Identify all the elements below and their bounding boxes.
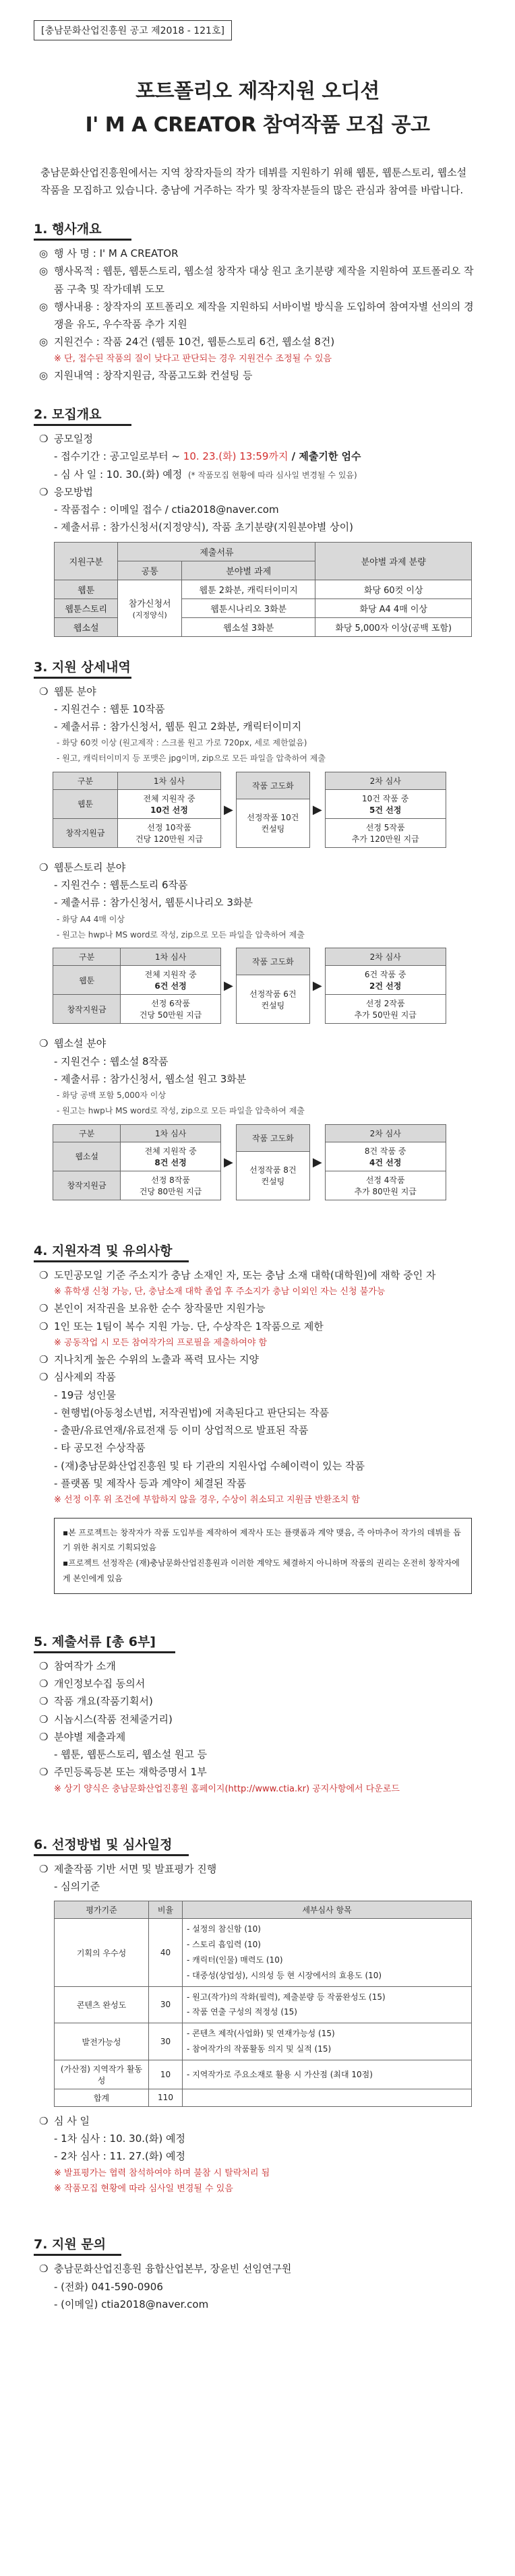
section-2-body (34, 430, 481, 536)
s3-story-flow: 구분 1차 심사 웹툰 전체 지원작 중 6건 선정 창작지원금 선정 6작품 건당 50만원 지급 ▶ 작품 고도화 선정작품 6건 컨설팅 ▶ 2차 심사 6건 작품 중 2건 선정 선정 2작품 추가 50만원 지급 (53, 948, 481, 1024)
s2-common-cell: 참가신청서 (지정양식) (118, 580, 181, 636)
s2-th-common: 공통 (118, 561, 181, 580)
table-row: 합계 110 (55, 2089, 472, 2106)
s2-docs-table (54, 542, 472, 637)
section-6-underline (34, 1854, 189, 1856)
s2-th-amount: 분야별 과제 분량 (315, 542, 472, 580)
section-5-body: ❍ 참여작가 소개 ❍ 개인정보수집 동의서 ❍ 작품 개요(작품기획서) ❍ 시놉시스(작품 전체줄거리) ❍ 분야별 제출과제 - 웹툰, 웹툰스토리, 웹소설 원고 등 ❍ 주민등록등본 또는 재학증명서 1부 ※ 상기 양식은 충남문화산업진흥원 홈페이지(http://www.ctia.kr) 공지사항에서 다운로드 (39, 1659, 400, 1794)
s3-webtoon-flow: 구분 1차 심사 웹툰 전체 지원작 중 10건 선정 창작지원금 선정 10작품 건당 120만원 지급 ▶ 작품 고도화 선정작품 10건 컨설팅 ▶ 2차 심사 10건 작품 중 5건 선정 선정 5작품 추가 120만원 지급 (53, 772, 481, 848)
section-5-underline (34, 1651, 175, 1653)
section-4-title: 4. 지원자격 및 유의사항 (34, 1243, 173, 1258)
s3-novel: ❍ 웹소설 분야 - 지원건수 : 웹소설 8작품 - 제출서류 : 참가신청서, 웹소설 원고 3화분 - 화당 공백 포함 5,000자 이상 - 원고는 hwp나 MS word로 작성, zip으로 모든 파일을 압축하여 제출 (34, 1035, 481, 1118)
s2-th-docs: 제출서류 (118, 542, 315, 561)
s3-webtoon-head: 웹툰 분야 (54, 685, 96, 698)
section-2-underline (34, 424, 131, 426)
s1-target: ◎ 지원건수 : 작품 24건 (웹툰 10건, 웹툰스토리 6건, 웹소설 8건) (39, 336, 335, 348)
s2-th-field: 분야별 과제 (181, 561, 315, 580)
section-1-underline (34, 239, 131, 241)
section-6-title: 6. 선정방법 및 심사일정 (34, 1837, 173, 1852)
s3-webtoon: ❍ 웹툰 분야 - 지원건수 : 웹툰 10작품 - 제출서류 : 참가신청서, 웹툰 원고 2화분, 캐릭터이미지 - 화당 60컷 이상 (원고제작 : 스크롤 원고 가로 720px, 세로 제한없음) - 원고, 캐릭터이미지 등 포맷은 jpg이며, zip으로 모든 파일을 압축하여 제출 (34, 683, 481, 766)
table-row: 웹툰스토리 웹툰시나리오 3화분 화당 A4 4매 이상 (55, 599, 472, 617)
s3-novel-flow: 구분 1차 심사 웹소설 전체 지원작 중 8건 선정 창작지원금 선정 8작품 건당 80만원 지급 ▶ 작품 고도화 선정작품 8건 컨설팅 ▶ 2차 심사 8건 작품 중 4건 선정 선정 4작품 추가 80만원 지급 (53, 1124, 481, 1200)
s3-story-head: 웹툰스토리 분야 (54, 861, 126, 873)
table-row: 기획의 우수성 40 - 설정의 참신함 (10) - 스토리 흡입력 (10) - 캐릭터(인물) 매력도 (10) - 대중성(상업성), 시의성 등 현 시장에서의 효용도 (10) (55, 1919, 472, 1986)
section-6-schedule: ❍ 심 사 일 - 1차 심사 : 10. 30.(화) 예정 - 2차 심사 : 11. 27.(화) 예정 ※ 발표평가는 협력 참석하여야 하며 불참 시 탈락처리 됨 ※ 작품모집 현황에 따라 심사일 변경될 수 있음 (39, 2114, 270, 2194)
table-row: 발전가능성 30 - 콘텐츠 제작(사업화) 및 연재가능성 (15) - 참여작가의 작품활동 의지 및 실적 (15) (55, 2023, 472, 2060)
arrow-right-icon: ▶ (312, 802, 322, 817)
doc-title: 포트폴리오 제작지원 오디션 (135, 80, 380, 103)
section-3-underline (34, 677, 131, 679)
arrow-right-icon: ▶ (224, 1155, 233, 1169)
s2-period-line2: - 심 사 일 : 10. 30.(화) 예정 (* 작품모집 현황에 따라 심사일 변경될 수 있음) (54, 468, 357, 481)
section-3-title: 3. 지원 상세내역 (34, 659, 131, 675)
section-2-title: 2. 모집개요 (34, 407, 102, 423)
section-7-title: 7. 지원 문의 (34, 2237, 107, 2252)
s3-novel-head: 웹소설 분야 (54, 1037, 107, 1050)
section-5-title: 5. 제출서류 [총 6부] (34, 1634, 156, 1649)
table-row: 웹툰 참가신청서 (지정양식) 웹툰 2화분, 캐릭터이미지 화당 60컷 이상 (55, 580, 472, 599)
s6-criteria-table: 평가기준 비율 세부심사 항목 기획의 우수성 40 - 설정의 참신함 (10) - 스토리 흡입력 (10) - 캐릭터(인물) 매력도 (10) - 대중성(상업성), 시의성 등 현 시장에서의 효용도 (10) 콘텐츠 완성도 30 - 원고(작가)의 작화(필력), 제출분량 등 작품완성도 (15) - 작품 연출 구성의 적정성 (15) 발전가능성 30 - 콘텐츠 제작(사업화) 및 연재가능성 (15) - 참여작가의 작품활동 의지 및 실적 (15) (가산점) 지역작가 활동성 10 - 지역작가로 주요소재로 활용 시 가산점 (최대 10점) 합계 110 (54, 1901, 472, 2106)
section-6-body: ❍ 제출작품 기반 서면 및 발표평가 진행 - 심의기준 (39, 1862, 217, 1893)
section-4-body: ❍ 도민공모일 기준 주소지가 충남 소재인 자, 또는 충남 소재 대학(대학원)에 재학 중인 자 ※ 휴학생 신청 가능, 단, 충남소재 대학 졸업 후 주소지가 충남 이외인 자는 신청 불가능 ❍ 본인이 저작권을 보유한 순수 창작물만 지원가능 ❍ 1인 또는 1팀이 복수 지원 가능. 단, 수상작은 1작품으로 제한 ※ 공동작업 시 모든 참여작가의 프로필을 제출하여야 함 ❍ 지나치게 높은 수위의 노출과 폭력 묘사는 지양 ❍ 심사제외 작품 - 19금 성인물 - 현행법(아동청소년법, 저작권법)에 저촉된다고 판단되는 작품 - 출판/유료연재/유료전재 등 이미 상업적으로 발표된 작품 - 타 공모전 수상작품 - (재)충남문화산업진흥원 및 타 기관의 지원사업 수혜이력이 있는 작품 - 플랫폼 및 제작사 등과 계약이 체결된 작품 ※ 선정 이후 위 조건에 부합하지 않을 경우, 수상이 취소되고 지원금 반환조치 함 (39, 1268, 436, 1506)
section-1-title: 1. 행사개요 (34, 222, 102, 237)
intro-paragraph: 충남문화산업진흥원에서는 지역 창작자들의 작가 데뷔를 지원하기 위해 웹툰, 웹툰스토리, 웹소설 작품을 모집하고 있습니다. 충남에 거주하는 작가 및 창작자분들의 많은 관심과 참여를 바랍니다. (40, 166, 467, 196)
s2-apply-head: ❍ 응모방법 (39, 485, 93, 498)
arrow-right-icon: ▶ (312, 979, 322, 993)
s1-name: ◎ 행 사 명 : I' M A CREATOR (39, 247, 179, 259)
s1-purpose: ◎ 행사목적 : 웹툰, 웹툰스토리, 웹소설 창작자 대상 원고 초기분량 제작을 지원하여 포트폴리오 작품 구축 및 작가데뷔 도모 (39, 265, 474, 295)
table-row: (가산점) 지역작가 활동성 10 - 지역작가로 주요소재로 활용 시 가산점 (최대 10점) (55, 2060, 472, 2089)
arrow-right-icon: ▶ (224, 979, 233, 993)
section-7-underline (34, 2254, 121, 2256)
section-4-underline (34, 1260, 189, 1262)
s3-story: ❍ 웹툰스토리 분야 - 지원건수 : 웹툰스토리 6작품 - 제출서류 : 참가신청서, 웹툰시나리오 3화분 - 화당 A4 4매 이상 - 원고는 hwp나 MS word로 작성, zip으로 모든 파일을 압축하여 제출 (34, 859, 481, 942)
s2-apply-line2: - 제출서류 : 참가신청서(지정양식), 작품 초기분량(지원분야별 상이) (54, 521, 353, 534)
s1-detail: ◎ 지원내역 : 창작지원금, 작품고도화 컨설팅 등 (39, 369, 253, 381)
arrow-right-icon: ▶ (312, 1155, 322, 1169)
arrow-right-icon: ▶ (224, 802, 233, 817)
doc-subtitle: I' M A CREATOR 참여작품 모집 공고 (85, 113, 430, 137)
s2-apply-line1: - 작품접수 : 이메일 접수 / ctia2018@naver.com (54, 503, 279, 516)
notice-number: [충남문화산업진흥원 공고 제2018 - 121호] (34, 20, 232, 40)
s2-th-area: 지원구분 (55, 542, 118, 580)
s1-target-note: ※ 단, 접수된 작품의 질이 낮다고 판단되는 경우 지원건수 조정될 수 있음 (54, 353, 332, 364)
s2-period-line1: - 접수기간 : 공고일로부터 ~ 10. 23.(화) 13:59까지 / 제출기한 엄수 (54, 450, 361, 463)
table-row: 웹소설 웹소설 3화분 화당 5,000자 이상(공백 포함) (55, 617, 472, 636)
s1-content: ◎ 행사내용 : 창작자의 포트폴리오 제작을 지원하되 서바이벌 방식을 도입하여 참여자별 선의의 경쟁을 유도, 우수작품 추가 지원 (39, 300, 474, 330)
s4-notice-box: ▪본 프로젝트는 창작자가 작품 도입부를 제작하여 제작사 또는 플랫폼과 계약 맺음, 즉 아마추어 작가의 데뷔를 돕기 위한 취지로 기획되었음 ▪프로젝트 선정작은 (재)충남문화산업진흥원과 이러한 계약도 체결하지 아니하며 작품의 권리는 온전히 창작자에게 본인에게 있음 (54, 1518, 472, 1594)
table-row: 콘텐츠 완성도 30 - 원고(작가)의 작화(필력), 제출분량 등 작품완성도 (15) - 작품 연출 구성의 적정성 (15) (55, 1986, 472, 2023)
section-1-body (34, 245, 481, 384)
s2-period-head: ❍ 공모일정 (39, 433, 93, 446)
section-7-body: ❍ 충남문화산업진흥원 융합산업본부, 장윤빈 선임연구원 - (전화) 041-590-0906 - (이메일) ctia2018@naver.com (39, 2263, 292, 2310)
